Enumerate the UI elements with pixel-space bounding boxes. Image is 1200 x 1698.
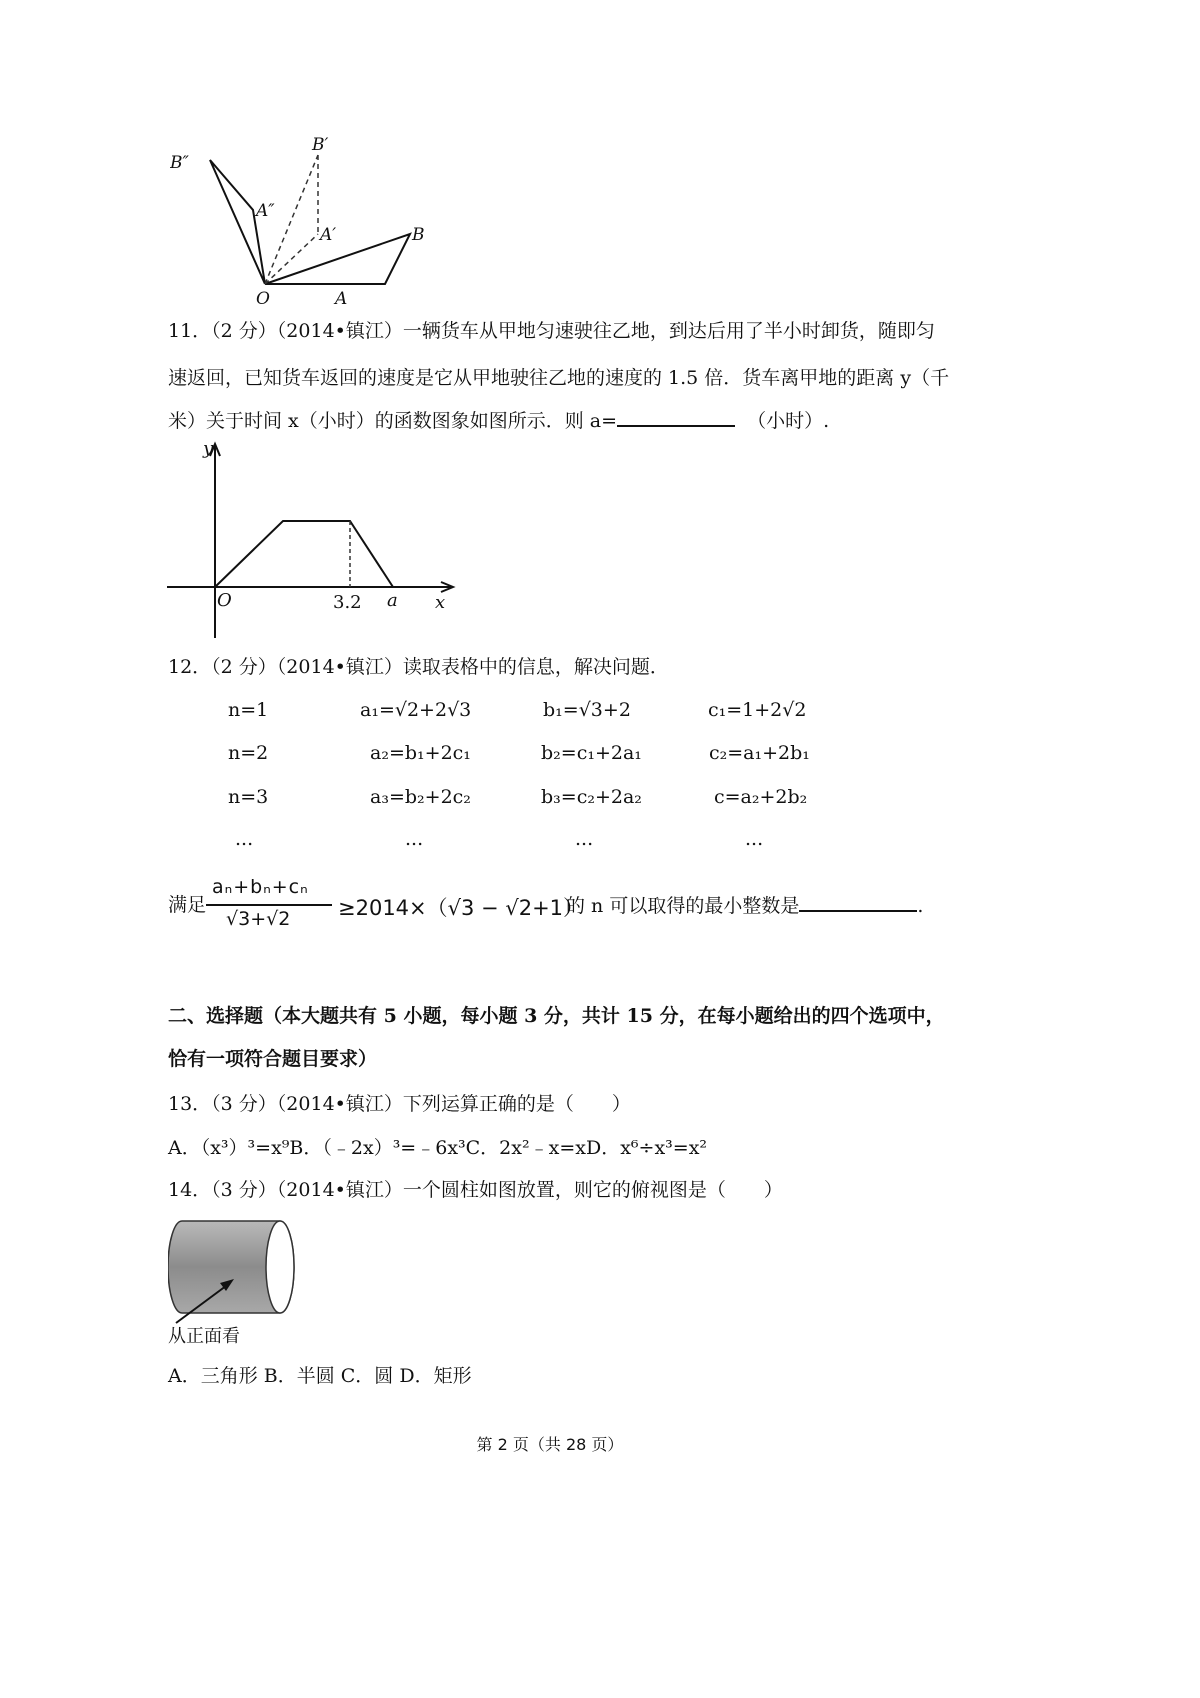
table-n-2: n=2 <box>228 742 269 764</box>
rotation-figure <box>170 130 440 310</box>
q11-line1: 11．（2 分）（2014•镇江）一辆货车从甲地匀速驶往乙地，到达后用了半小时卸货，随即匀 <box>168 320 935 342</box>
table-c-2: c₂=a₁+2b₁ <box>709 742 810 764</box>
table-a-3: a₃=b₂+2c₂ <box>370 786 471 808</box>
axis-y-label: y <box>203 438 214 459</box>
fraction-bar <box>206 904 332 906</box>
label-B1: B′ <box>312 135 329 155</box>
tick-3-2: 3.2 <box>333 592 362 613</box>
cylinder-caption: 从正面看 <box>168 1326 240 1347</box>
label-A1: A′ <box>320 225 337 245</box>
q13-options: A．（x³）³=x⁹B．（﹣2x）³=﹣6x³C．2x²﹣x=xD．x⁶÷x³=x² <box>168 1137 708 1159</box>
label-A: A <box>335 289 348 309</box>
table-c-1: c₁=1+2√2 <box>708 699 807 721</box>
q11-line3-pre: 米）关于时间 x（小时）的函数图象如图所示．则 a= <box>168 410 618 432</box>
cylinder-figure <box>168 1215 303 1330</box>
q14-options: A．三角形 B．半圆 C．圆 D．矩形 <box>168 1365 472 1387</box>
label-O: O <box>256 289 270 309</box>
fraction-denominator: √3+√2 <box>226 908 291 930</box>
table-c-3: c=a₂+2b₂ <box>714 786 808 808</box>
table-c-etc: ... <box>745 828 764 850</box>
table-b-etc: ... <box>575 828 594 850</box>
table-b-3: b₃=c₂+2a₂ <box>541 786 642 808</box>
fraction <box>206 876 334 934</box>
section2-heading-1: 二、选择题（本大题共有 5 小题，每小题 3 分，共计 15 分，在每小题给出的四个选项中， <box>168 1005 945 1027</box>
table-a-2: a₂=b₁+2c₁ <box>370 742 471 764</box>
origin-label: O <box>217 590 232 611</box>
q11-line3 <box>168 407 829 434</box>
answer-blank-q11[interactable] <box>617 407 735 427</box>
page-footer: 第 2 页（共 28 页） <box>476 1435 624 1454</box>
q11-line3-post: （小时）. <box>747 410 830 432</box>
q12-cond-end: . <box>917 895 924 917</box>
q12-stem: 12．（2 分）（2014•镇江）读取表格中的信息，解决问题． <box>168 656 669 678</box>
q12-cond-pre: 满足 <box>168 894 207 916</box>
q11-line2: 速返回，已知货车返回的速度是它从甲地驶往乙地的速度的 1.5 倍．货车离甲地的距离 y（千 <box>168 367 950 389</box>
table-b-1: b₁=√3+2 <box>543 699 631 721</box>
q12-inequality: ≥2014×（√3 − √2+1） <box>338 896 585 920</box>
axis-x-label: x <box>435 592 446 613</box>
table-a-1: a₁=√2+2√3 <box>360 699 472 721</box>
label-A2: A″ <box>256 201 275 221</box>
q12-condition <box>168 876 928 934</box>
answer-blank-q12[interactable] <box>799 892 917 912</box>
q14-stem: 14．（3 分）（2014•镇江）一个圆柱如图放置，则它的俯视图是（ ） <box>168 1179 783 1201</box>
table-b-2: b₂=c₁+2a₁ <box>541 742 642 764</box>
label-B: B <box>412 225 425 245</box>
q13-stem: 13．（3 分）（2014•镇江）下列运算正确的是（ ） <box>168 1093 631 1115</box>
tick-a: a <box>387 590 398 611</box>
q12-cond-post: 的 n 可以取得的最小整数是 <box>566 895 800 917</box>
section2-heading-2: 恰有一项符合题目要求） <box>168 1048 378 1070</box>
fraction-numerator: aₙ+bₙ+cₙ <box>212 876 309 898</box>
table-n-etc: ... <box>235 828 254 850</box>
label-B2: B″ <box>170 153 189 173</box>
table-n-3: n=3 <box>228 786 269 808</box>
distance-time-graph <box>165 438 460 643</box>
table-a-etc: ... <box>405 828 424 850</box>
table-n-1: n=1 <box>228 699 269 721</box>
